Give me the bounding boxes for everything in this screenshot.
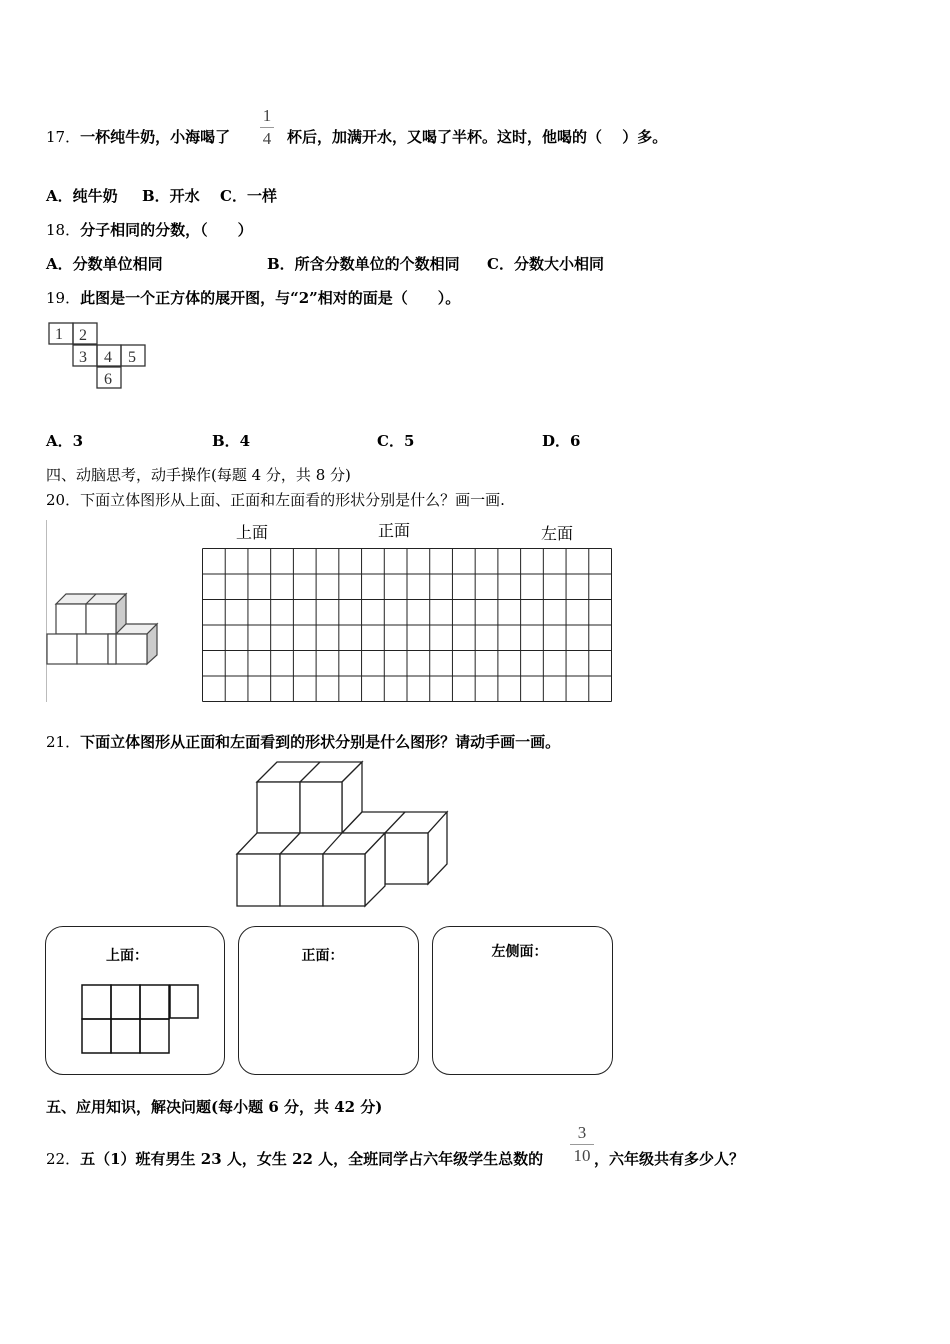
drawing-grid [202, 548, 612, 702]
q22-text: 22．五（1）班有男生 23 人，女生 22 人，全班同学占六年级学生总数的 [46, 1150, 544, 1168]
q17-fraction: 1 4 [260, 107, 274, 148]
q18-text: 18．分子相同的分数，（ ） [46, 221, 253, 239]
q17-option-b: B．开水 [142, 187, 200, 205]
q18-option-a: A．分数单位相同 [46, 255, 163, 273]
top-view-drawing [81, 984, 201, 1056]
front-view-label: 正面： [301, 948, 344, 964]
q22-text-after: ，六年级共有多少人？ [594, 1150, 745, 1168]
label-front-view: 正面 [378, 521, 411, 540]
q17-option-a: A．纯牛奶 [46, 187, 118, 205]
q19-text: 19．此图是一个正方体的展开图，与“2”相对的面是（ ）。 [46, 289, 461, 307]
net-face-4: 4 [104, 349, 112, 366]
left-view-label: 左侧面： [491, 944, 548, 960]
section-5-heading: 五、应用知识，解决问题(每小题 6 分，共 42 分) [46, 1098, 383, 1116]
net-face-6: 6 [104, 371, 112, 388]
q22-fraction: 3 10 [570, 1124, 594, 1165]
q17-text-after: 杯后，加满开水，又喝了半杯。这时，他喝的（ ）多。 [287, 128, 668, 146]
q19-option-b: B．4 [212, 432, 251, 450]
q19-option-c: C．5 [377, 432, 415, 450]
q20-solid-figure [46, 592, 161, 677]
label-left-view: 左面 [541, 524, 574, 543]
net-face-1: 1 [55, 326, 63, 343]
q21-solid-figure [236, 760, 450, 908]
q21-text: 21．下面立体图形从正面和左面看到的形状分别是什么图形？请动手画一画。 [46, 733, 561, 751]
top-view-box [45, 926, 225, 1075]
q17-option-c: C．一样 [220, 187, 277, 205]
q20-text: 20．下面立体图形从上面、正面和左面看的形状分别是什么？画一画. [46, 491, 505, 509]
left-view-box[interactable] [432, 926, 613, 1075]
net-face-2: 2 [79, 327, 87, 344]
front-view-box[interactable] [238, 926, 419, 1075]
label-top-view: 上面 [236, 523, 269, 542]
q17-text: 17．一杯纯牛奶，小海喝了 [46, 128, 231, 146]
top-view-label: 上面： [106, 948, 148, 964]
net-face-5: 5 [128, 349, 136, 366]
q18-option-c: C．分数大小相同 [487, 255, 604, 273]
q19-option-a: A．3 [46, 432, 84, 450]
q18-option-b: B．所含分数单位的个数相同 [267, 255, 460, 273]
cube-net-figure [48, 322, 150, 392]
q19-option-d: D．6 [542, 432, 581, 450]
section-4-heading: 四、动脑思考，动手操作(每题 4 分，共 8 分) [46, 466, 351, 484]
net-face-3: 3 [79, 349, 87, 366]
